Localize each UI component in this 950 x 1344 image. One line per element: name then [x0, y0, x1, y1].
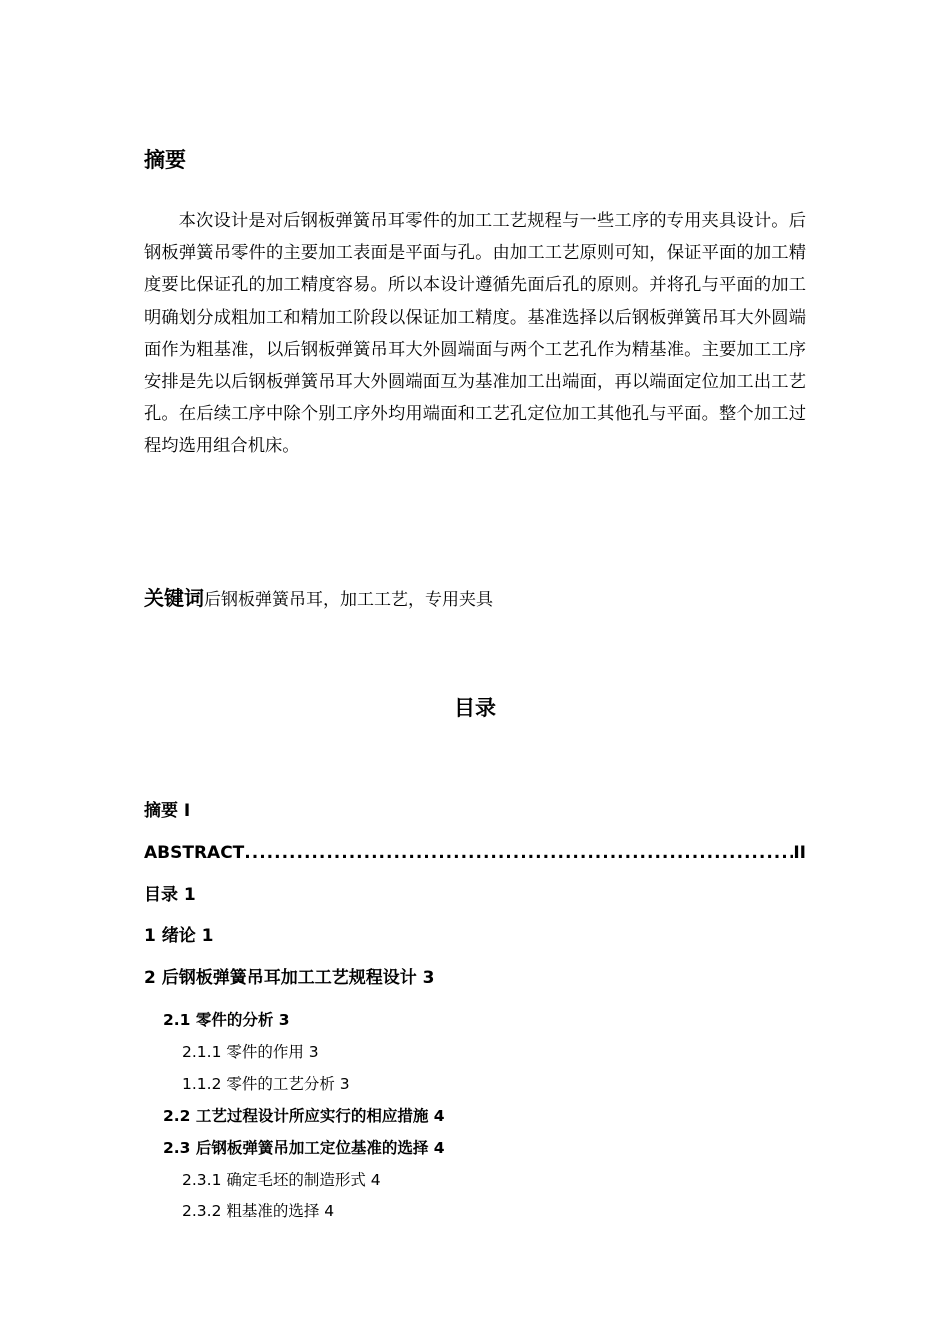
toc-title: 目录: [454, 696, 496, 720]
keywords-line: [144, 584, 493, 614]
toc-entry-section-2-2[interactable]: 2.2 工艺过程设计所应实行的相应措施 4: [163, 1107, 445, 1125]
toc-entry-section-2-1-1[interactable]: 2.1.1 零件的作用 3: [182, 1043, 319, 1061]
toc-entry-section-2-3[interactable]: 2.3 后钢板弹簧吊加工定位基准的选择 4: [163, 1139, 445, 1157]
toc-entry-page: II: [793, 843, 806, 863]
toc-entry-chapter-2[interactable]: 2 后钢板弹簧吊耳加工工艺规程设计 3: [144, 968, 435, 988]
keywords-text: 后钢板弹簧吊耳，加工工艺，专用夹具: [204, 590, 493, 610]
toc-entry-label: ABSTRACT: [144, 843, 245, 863]
toc-entry-chapter-1[interactable]: 1 绪论 1: [144, 926, 214, 946]
toc-entry-section-2-3-2[interactable]: 2.3.2 粗基准的选择 4: [182, 1202, 335, 1220]
toc-dot-leader: [244, 841, 793, 865]
keywords-label: 关键词: [144, 586, 204, 610]
toc-entry-contents[interactable]: 目录 1: [144, 885, 196, 905]
toc-entry-section-2-3-1[interactable]: 2.3.1 确定毛坯的制造形式 4: [182, 1171, 381, 1189]
abstract-title: 摘要: [144, 148, 186, 172]
toc-entry-section-2-1[interactable]: 2.1 零件的分析 3: [163, 1011, 290, 1029]
toc-entry-section-1-1-2[interactable]: 1.1.2 零件的工艺分析 3: [182, 1075, 350, 1093]
toc-entry-abstract-en[interactable]: [144, 841, 806, 865]
toc-entry-abstract[interactable]: 摘要 I: [144, 801, 191, 821]
abstract-body: 本次设计是对后钢板弹簧吊耳零件的加工工艺规程与一些工序的专用夹具设计。后钢板弹簧吊零件的主要加工表面是平面与孔。由加工工艺原则可知，保证平面的加工精度要比保证孔的加工精度容易。所以本设计遵循先面后孔的原则。并将孔与平面的加工明确划分成粗加工和精加工阶段以保证加工精度。基准选择以后钢板弹簧吊耳大外圆端面作为粗基准，以后钢板弹簧吊耳大外圆端面与两个工艺孔作为精基准。主要加工工序安排是先以后钢板弹簧吊耳大外圆端面互为基准加工出端面，再以端面定位加工出工艺孔。在后续工序中除个别工序外均用端面和工艺孔定位加工其他孔与平面。整个加工过程均选用组合机床。: [144, 211, 806, 457]
